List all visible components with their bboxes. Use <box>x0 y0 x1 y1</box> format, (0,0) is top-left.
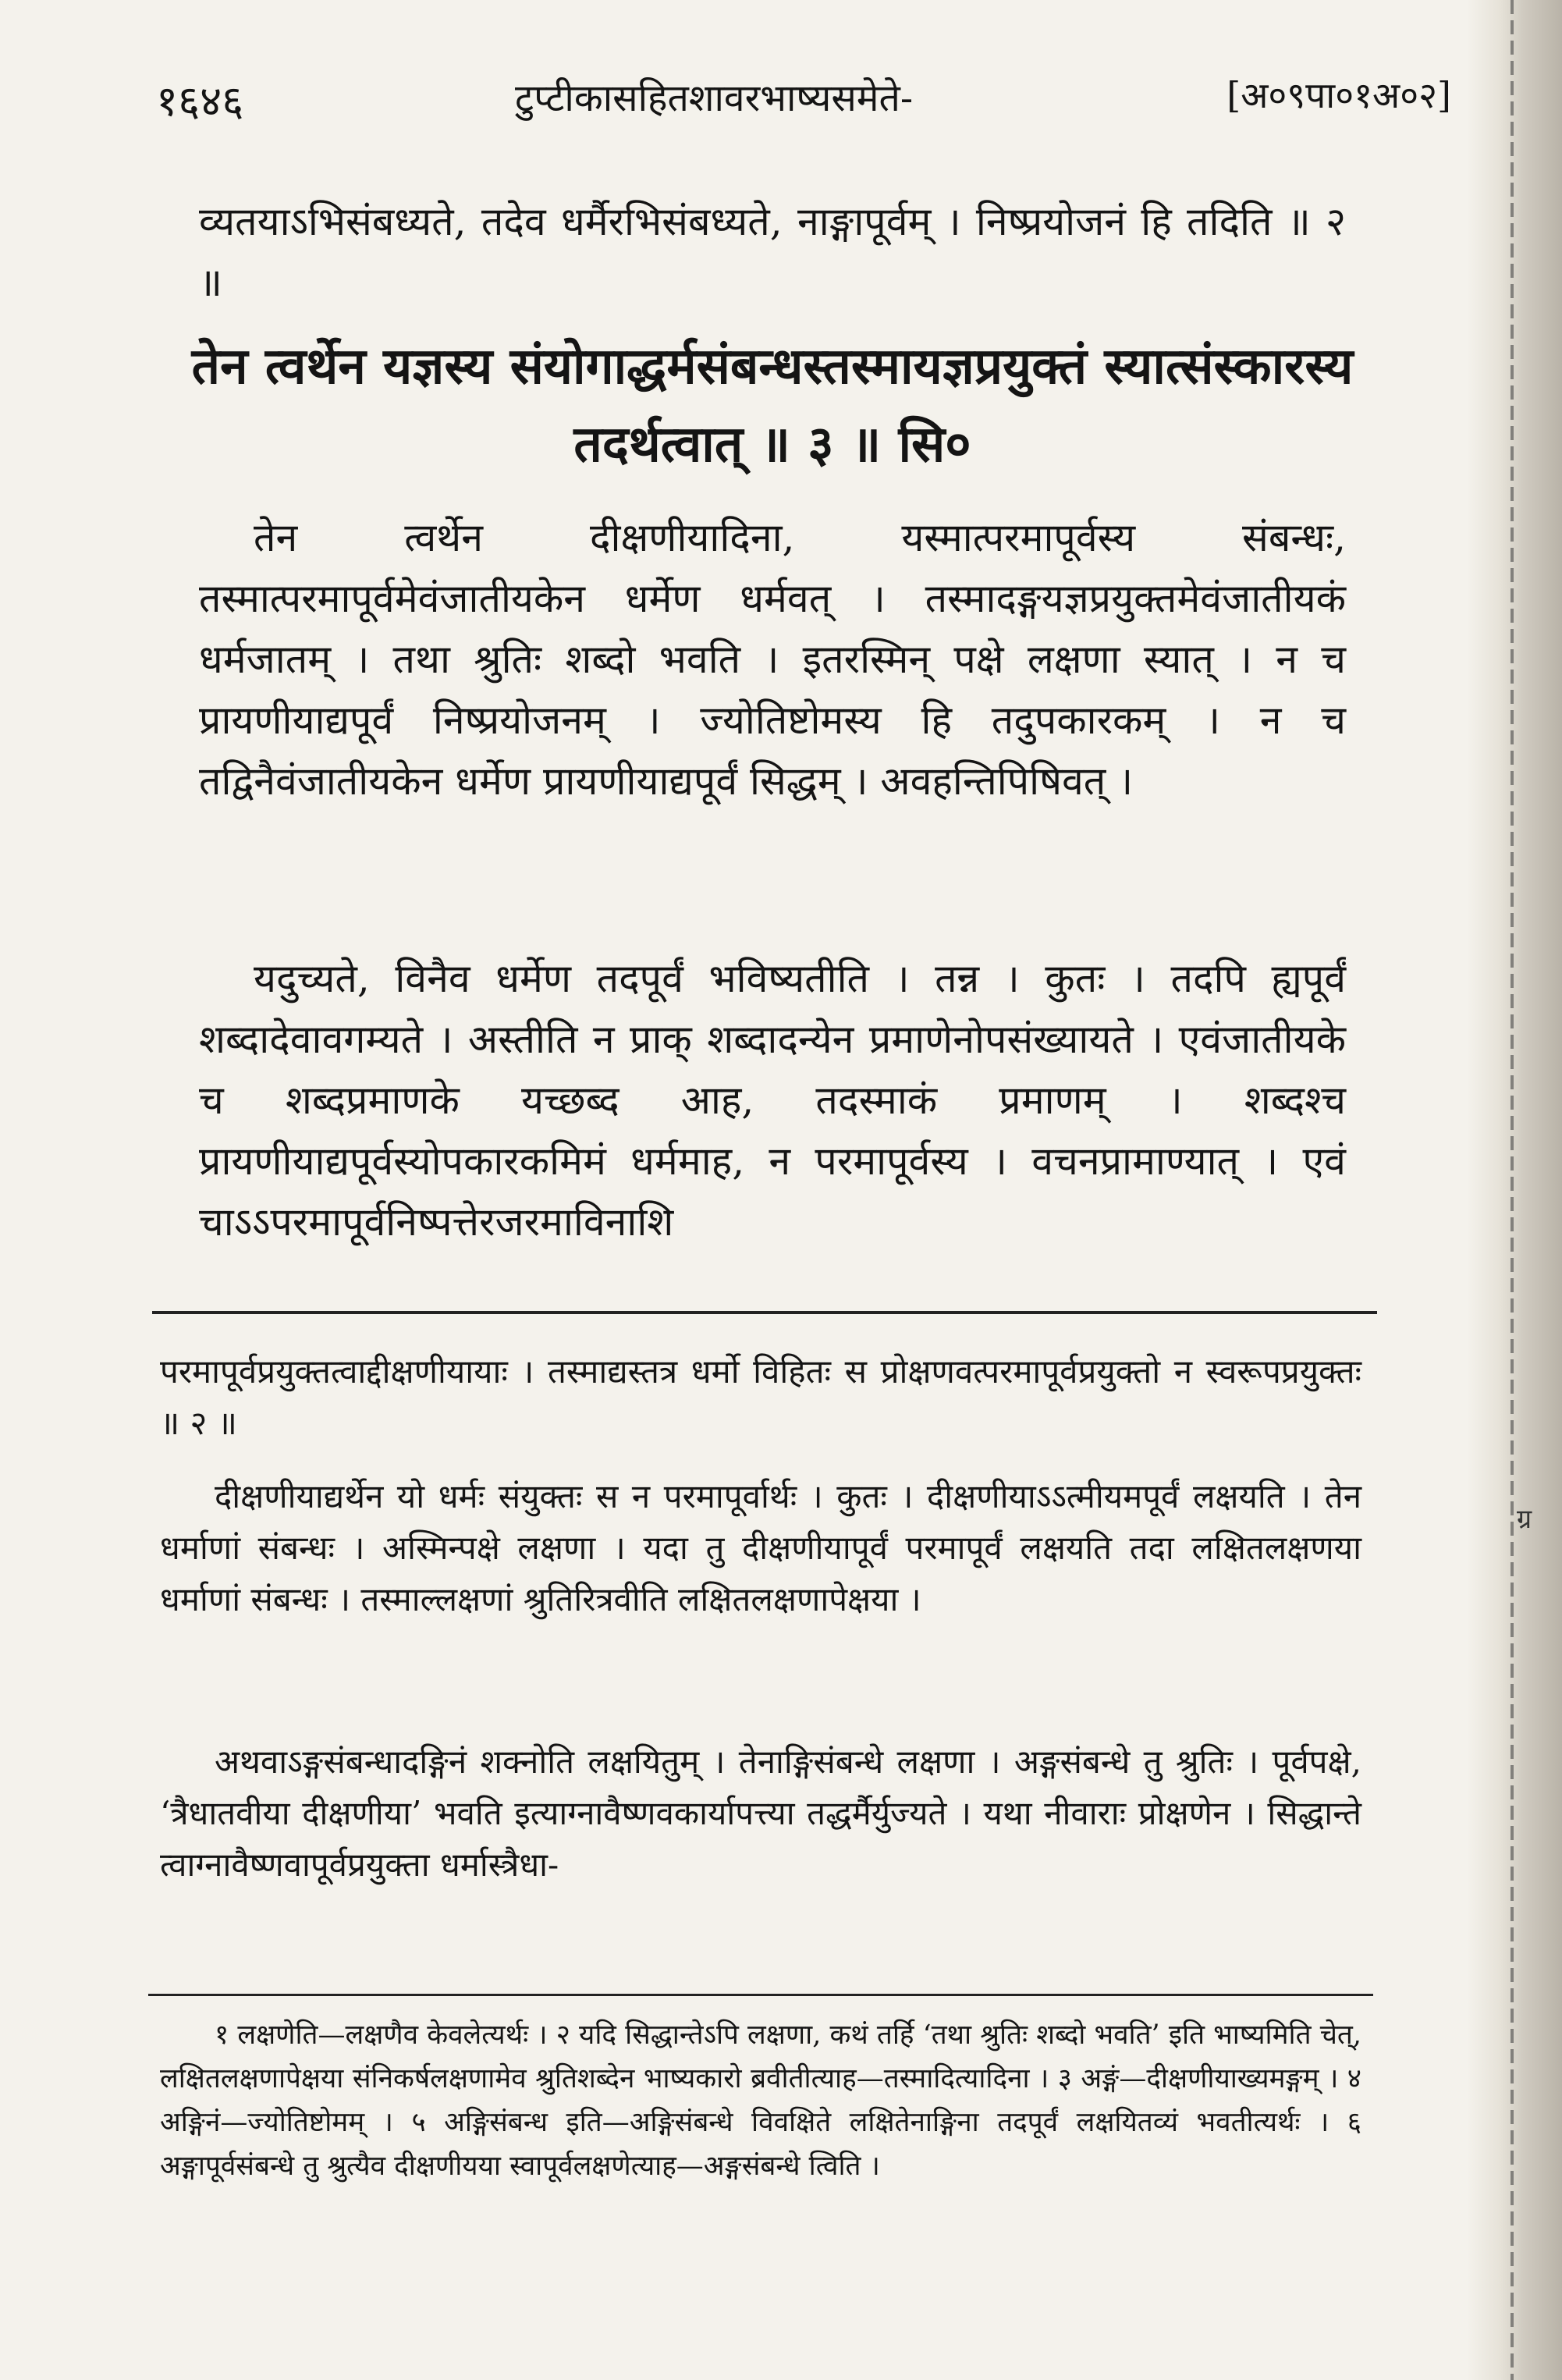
commentary-paragraph-1: परमापूर्वप्रयुक्तत्वाद्दीक्षणीयायाः । तस्माद्यस्तत्र धर्मो विहितः स प्रोक्षणवत्परमापूर्वप्रयुक्तो न स्वरूपप्रयुक्तः ॥ २ ॥ <box>160 1352 1361 1442</box>
main-text-opening: व्यतयाऽभिसंबध्यते, तदेव धर्मैरभिसंबध्यते, नाङ्गापूर्वम् । निष्प्रयोजनं हि तदिति ॥ २ ॥ <box>199 199 1346 305</box>
page-number: १६४६ <box>156 76 244 126</box>
running-title: टुप्टीकासहितशावरभाष्यसमेते- <box>515 76 914 120</box>
page-binding-edge <box>1467 0 1562 2380</box>
binding-mark-glyph: ग्र <box>1517 1504 1532 1535</box>
bhashya-paragraph-1: तेन त्वर्थेन दीक्षणीयादिना, यस्मात्परमापूर्वस्य संबन्धः, तस्मात्परमापूर्वमेवंजातीयकेन धर्मेण धर्मवत् । तस्मादङ्गयज्ञप्रयुक्तमेवंजातीयकं धर्मजातम् । तथा श्रुतिः शब्दो भवति । इतरस्मिन् पक्षे लक्षणा स्यात् । न च प्रायणीयाद्यपूर्वं निष्प्रयोजनम् । ज्योतिष्टोमस्य हि तदुपकारकम् । न च तद्विनैवंजातीयकेन धर्मेण प्रायणीयाद्यपूर्वं सिद्धम् । अवहन्तिपिषिवत् । <box>199 515 1346 804</box>
binding-stitch-line <box>1511 0 1514 2380</box>
commentary-paragraph-2: दीक्षणीयाद्यर्थेन यो धर्मः संयुक्तः स न परमापूर्वार्थः । कुतः । दीक्षणीयाऽऽत्मीयमपूर्वं लक्षयति । तेन धर्माणां संबन्धः । अस्मिन्पक्षे लक्षणा । यदा तु दीक्षणीयापूर्वं परमापूर्वं लक्षयति तदा लक्षितलक्षणया धर्माणां संबन्धः । तस्माल्लक्षणां श्रुतिरित्रवीति लक्षितलक्षणापेक्षया । <box>160 1477 1361 1618</box>
section-reference: [अ०९पा०१अ०२] <box>1227 74 1451 116</box>
bhashya-paragraph-2: यदुच्यते, विनैव धर्मेण तदपूर्वं भविष्यतीति । तन्न । कुतः । तदपि ह्यपूर्वं शब्दादेवावगम्यते । अस्तीति न प्राक् शब्दादन्येन प्रमाणेनोपसंख्यायते । एवंजातीयके च शब्दप्रमाणके यच्छब्द आह, तदस्माकं प्रमाणम् । शब्दश्च प्रायणीयाद्यपूर्वस्योपकारकमिमं धर्ममाह, न परमापूर्वस्य । वचनप्रामाण्यात् । एवं चाऽऽपरमापूर्वनिष्पत्तेरजरमाविनाशि <box>199 956 1346 1245</box>
footnote-divider <box>148 1994 1373 1996</box>
sutra-verse: तेन त्वर्थेन यज्ञस्य संयोगाद्धर्मसंबन्धस्तस्मायज्ञप्रयुक्तं स्यात्संस्कारस्य तदर्थत्वात् ॥ ३ ॥ सि० <box>191 337 1354 474</box>
running-head <box>156 70 1451 140</box>
footnotes: १ लक्षणेति—लक्षणैव केवलेत्यर्थः । २ यदि सिद्धान्तेऽपि लक्षणा, कथं तर्हि ‘तथा श्रुतिः शब्दो भवति’ इति भाष्यमिति चेत्, लक्षितलक्षणापेक्षया संनिकर्षलक्षणामेव श्रुतिशब्देन भाष्यकारो ब्रवीतीत्याह—तस्मादित्यादिना । ३ अङ्गं—दीक्षणीयाख्यमङ्गम् । ४ अङ्गिनं—ज्योतिष्टोमम् । ५ अङ्गिसंबन्ध इति—अङ्गिसंबन्धे विवक्षिते लक्षितेनाङ्गिना तदपूर्वं लक्षयितव्यं भवतीत्यर्थः । ६ अङ्गापूर्वसंबन्धे तु श्रुत्यैव दीक्षणीयया स्वापूर्वलक्षणेत्याह—अङ्गसंबन्धे त्विति । <box>160 2019 1361 2182</box>
commentary-paragraph-3: अथवाऽङ्गसंबन्धादङ्गिनं शक्नोति लक्षयितुम् । तेनाङ्गिसंबन्धे लक्षणा । अङ्गसंबन्धे तु श्रुतिः । पूर्वपक्षे, ‘त्रैधातवीया दीक्षणीया’ भवति इत्याग्नावैष्णवकार्यापत्त्या तद्धर्मैर्युज्यते । यथा नीवाराः प्रोक्षणेन । सिद्धान्ते त्वाग्नावैष्णवापूर्वप्रयुक्ता धर्मास्त्रैधा- <box>160 1742 1361 1884</box>
commentary-divider <box>152 1311 1377 1314</box>
